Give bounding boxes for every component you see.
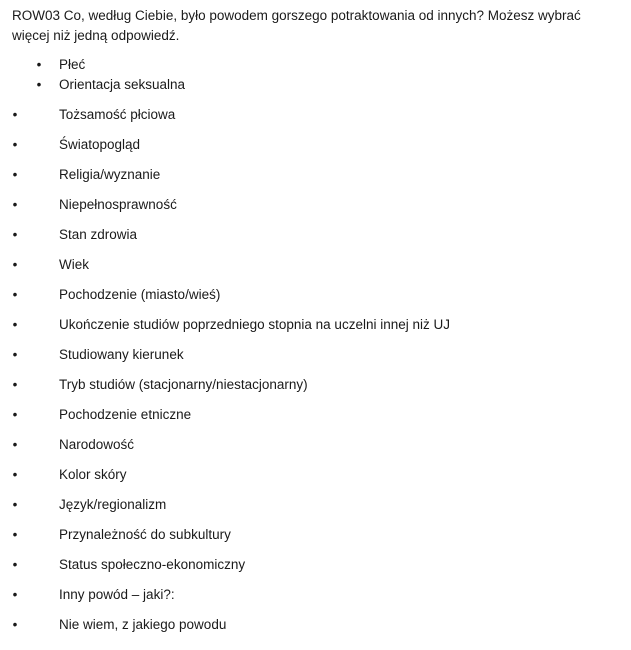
bullet-icon: •: [12, 557, 18, 572]
question-text: ROW03 Co, według Ciebie, było powodem gorszego potraktowania od innych? Możesz wybrać więcej niż jedną odpowiedź.: [12, 8, 581, 43]
bullet-icon: •: [12, 437, 18, 452]
bullet-icon: •: [12, 587, 18, 602]
bullet-icon: •: [12, 377, 18, 392]
bullet-icon: •: [12, 167, 18, 182]
option-label: Tryb studiów (stacjonarny/niestacjonarny): [59, 377, 308, 392]
bullet-icon: •: [36, 57, 42, 72]
option-label: Ukończenie studiów poprzedniego stopnia na uczelni innej niż UJ: [59, 317, 450, 332]
option-label: Płeć: [59, 57, 86, 72]
bullet-icon: •: [12, 347, 18, 362]
option-label: Pochodzenie etniczne: [59, 407, 192, 422]
bullet-icon: •: [12, 197, 18, 212]
bullet-icon: •: [12, 617, 18, 632]
option-label: Pochodzenie (miasto/wieś): [59, 287, 221, 302]
bullet-icon: •: [12, 287, 18, 302]
option-label: Przynależność do subkultury: [59, 527, 231, 542]
bullet-icon: •: [12, 467, 18, 482]
bullet-icon: •: [36, 77, 42, 92]
option-label: Niepełnosprawność: [59, 197, 177, 212]
option-label: Stan zdrowia: [59, 227, 138, 242]
option-label: Status społeczno-ekonomiczny: [59, 557, 246, 572]
option-label: Wiek: [59, 257, 89, 272]
option-label: Inny powód – jaki?:: [59, 587, 175, 602]
option-label: Tożsamość płciowa: [59, 107, 176, 122]
option-label: Narodowość: [59, 437, 135, 452]
bullet-icon: •: [12, 317, 18, 332]
option-label: Nie wiem, z jakiego powodu: [59, 617, 227, 632]
bullet-icon: •: [12, 107, 18, 122]
option-label: Kolor skóry: [59, 467, 127, 482]
option-label: Religia/wyznanie: [59, 167, 161, 182]
option-label: Orientacja seksualna: [59, 77, 186, 92]
bullet-icon: •: [12, 227, 18, 242]
bullet-icon: •: [12, 137, 18, 152]
bullet-icon: •: [12, 497, 18, 512]
option-label: Światopogląd: [59, 137, 141, 152]
option-label: Studiowany kierunek: [59, 347, 184, 362]
bullet-icon: •: [12, 527, 18, 542]
bullet-icon: •: [12, 407, 18, 422]
bullet-icon: •: [12, 257, 18, 272]
option-label: Język/regionalizm: [59, 497, 167, 512]
